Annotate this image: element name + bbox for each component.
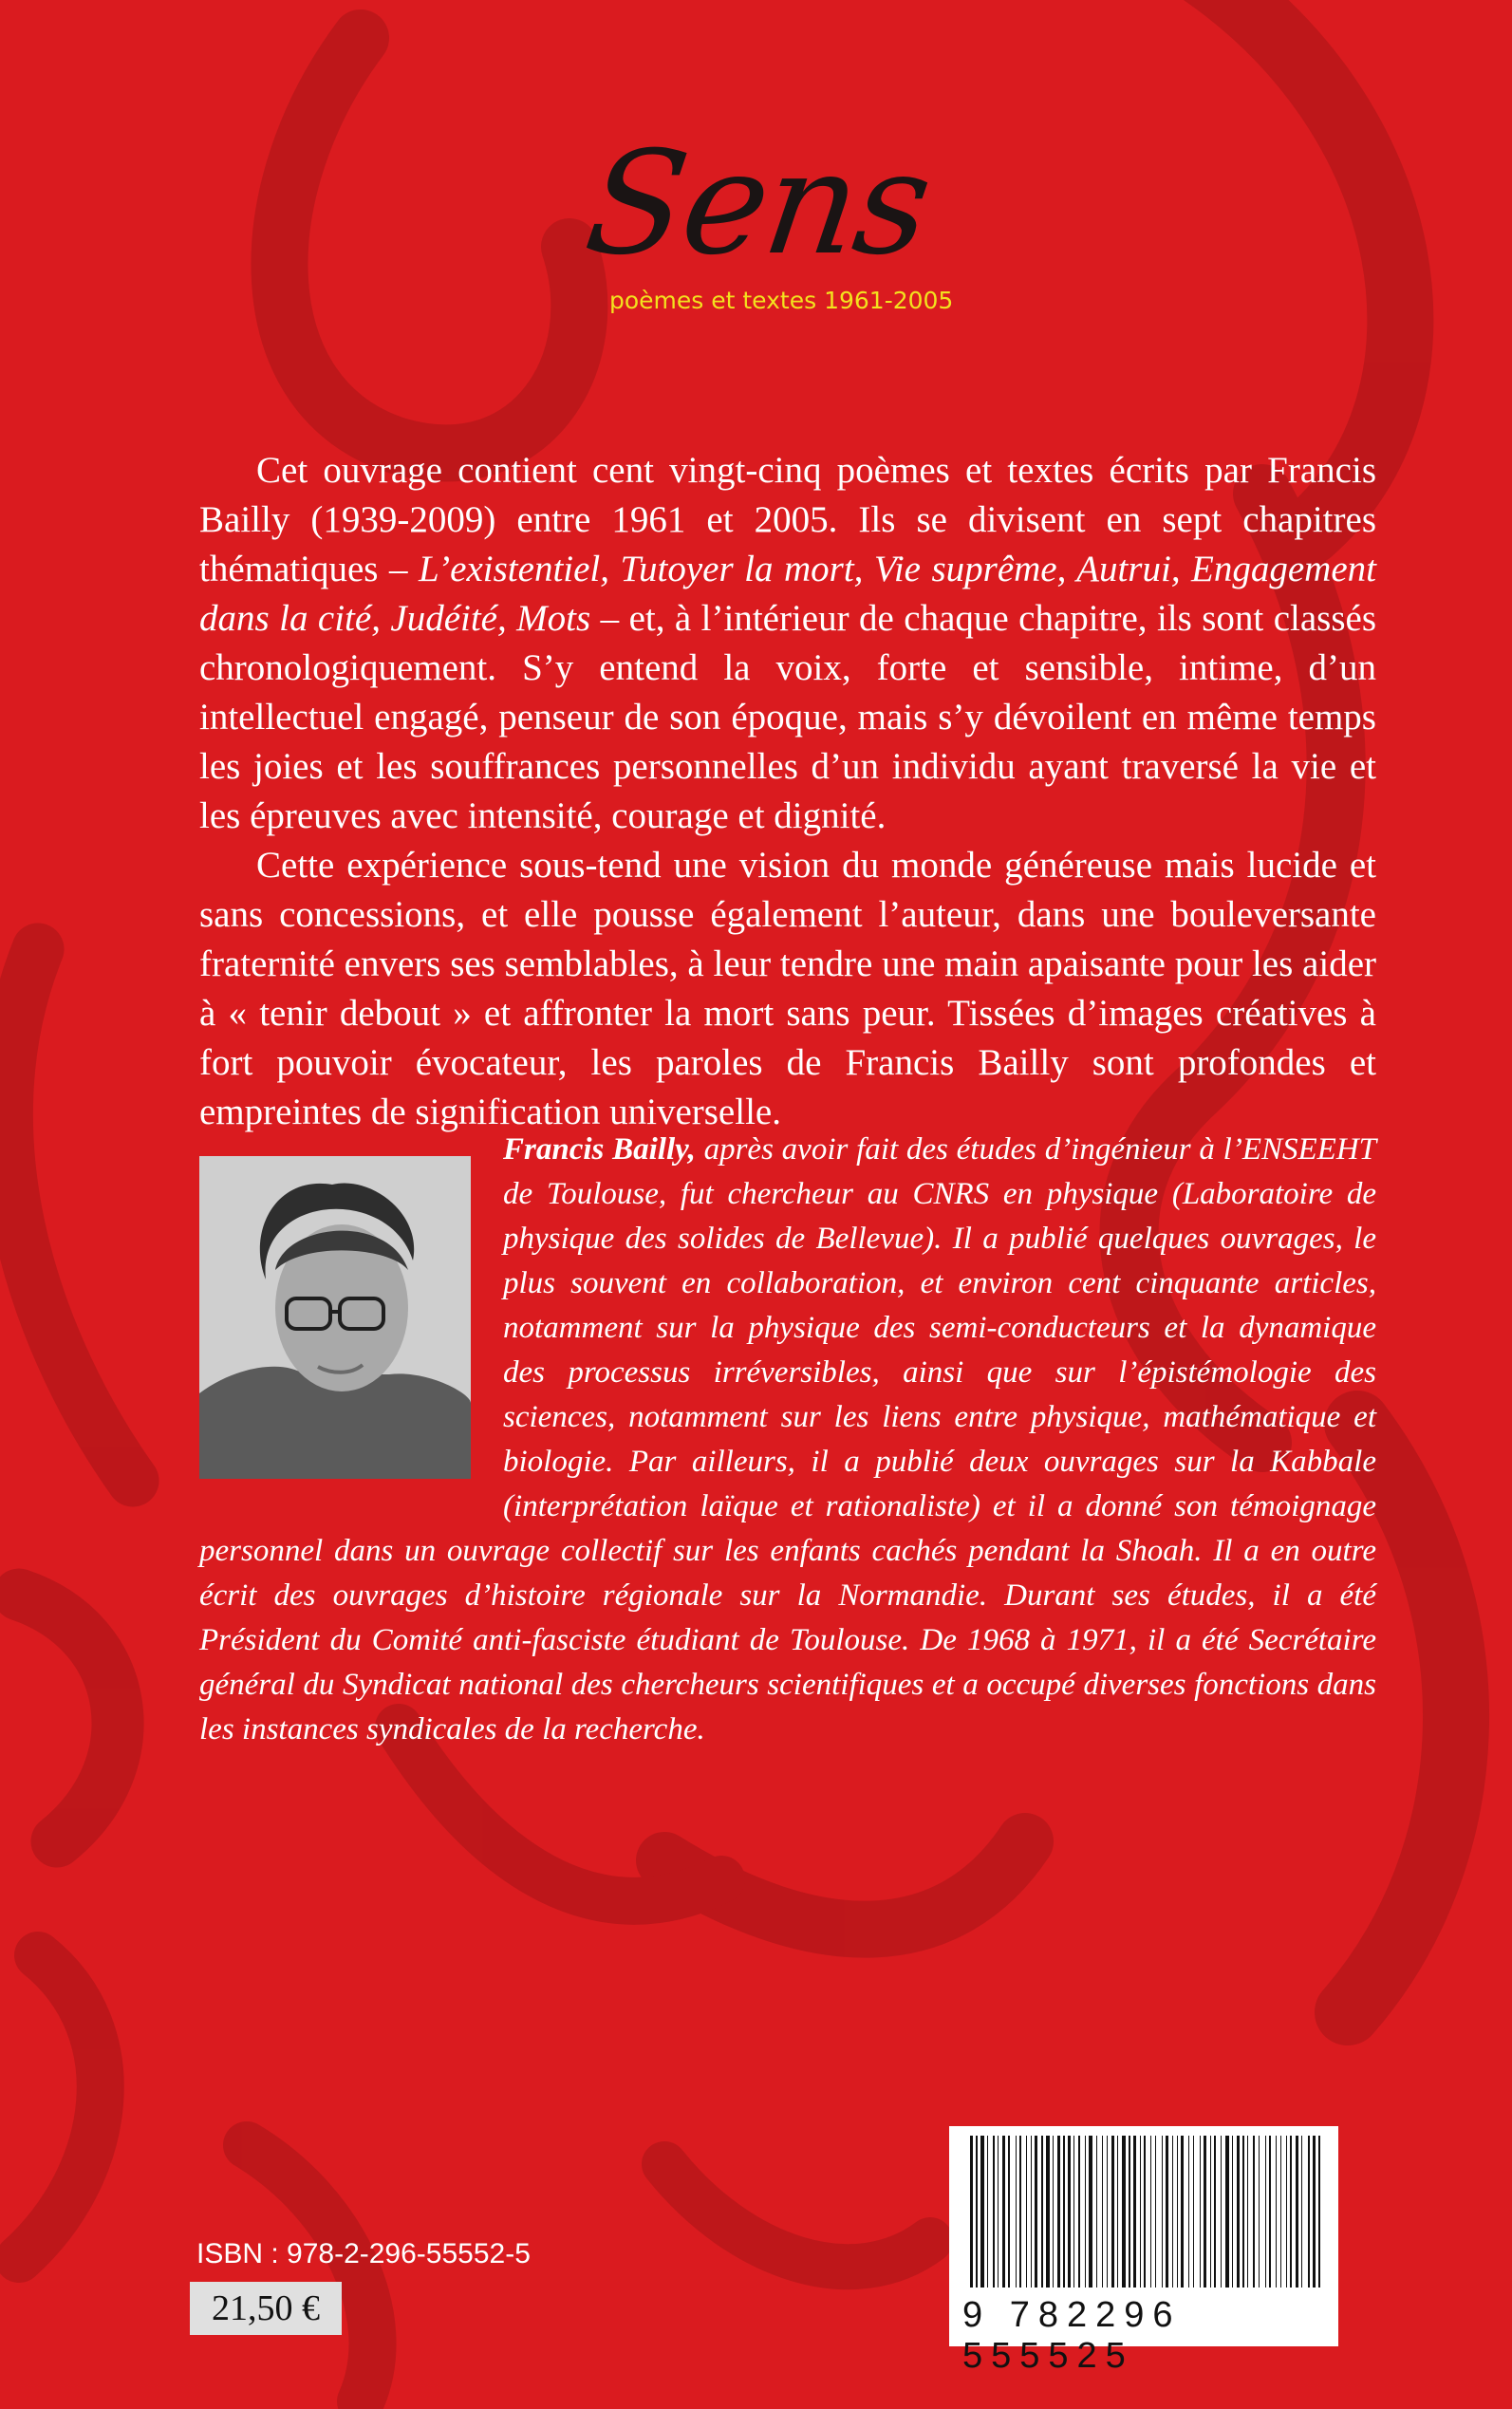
book-title: Sens xyxy=(576,121,940,287)
book-subtitle: poèmes et textes 1961-2005 xyxy=(609,287,954,314)
author-bio xyxy=(199,1128,1376,1752)
barcode-number: 9 782296 555525 xyxy=(962,2295,1182,2376)
barcode xyxy=(949,2126,1338,2376)
book-description xyxy=(199,446,1376,1137)
isbn: ISBN : 978-2-296-55552-5 xyxy=(196,2238,531,2269)
description-paragraph-2: Cette expérience sous-tend une vision du monde généreuse mais lucide et sans concessions, et elle pousse également l’auteur, dans une bouleversante fraternité envers ses semblables, à leur tendre une main apaisante pour les aider à « tenir debout » et affronter la mort sans peur. Tissées d’images créatives à fort pouvoir évocateur, les paroles de Francis Bailly sont profondes et empreintes de signification universelle. xyxy=(199,845,1376,1132)
description-paragraph-1: Cet ouvrage contient cent vingt-cinq poèmes et textes écrits par Francis Bailly (1939-2009) entre 1961 et 2005. Ils se divisent en sept chapitres thématiques – L’existentiel, Tutoyer la mort, Vie suprême, Autrui, Engagement dans la cité, Judéité, Mots – et, à l’intérieur de chaque chapitre, ils sont classés chronologiquement. S’y entend la voix, forte et sensible, intime, d’un intellectuel engagé, penseur de son époque, mais s’y dévoilent en même temps les joies et les souffrances personnelles d’un individu ayant traversé la vie et les épreuves avec intensité, courage et dignité. xyxy=(199,450,1376,836)
price: 21,50 € xyxy=(190,2282,342,2335)
barcode-bars xyxy=(949,2126,1338,2306)
author-photo xyxy=(199,1156,471,1479)
author-name: Francis Bailly, xyxy=(503,1132,696,1167)
author-bio-text: Francis Bailly, après avoir fait des études d’ingénieur à l’ENSEEHT de Toulouse, fut chercheur au CNRS en physique (Laboratoire de physique des solides de Bellevue). Il a publié quelques ouvrages, le plus souvent en collaboration, et environ cent cinquante articles, notamment sur la physique des semi-conducteurs et la dynamique des processus irréversibles, ainsi que sur l’épistémologie des sciences, notamment sur les liens entre physique, mathématique et biologie. Par ailleurs, il a publié deux ouvrages sur la Kabbale (interprétation laïque et rationaliste) et il a donné son témoignage personnel dans un ouvrage collectif sur les enfants cachés pendant la Shoah. Il a en outre écrit des ouvrages d’histoire régionale sur la Normandie. Durant ses études, il a été Président du Comité anti-fasciste étudiant de Toulouse. De 1968 à 1971, il a été Secrétaire général du Syndicat national des chercheurs scientifiques et a occupé diverses fonctions dans les instances syndicales de la recherche. xyxy=(199,1132,1377,1746)
chapter-list: L’existentiel, Tutoyer la mort, Vie suprême, Autrui, Engagement dans la cité, Judéité, Mots xyxy=(199,549,1376,639)
